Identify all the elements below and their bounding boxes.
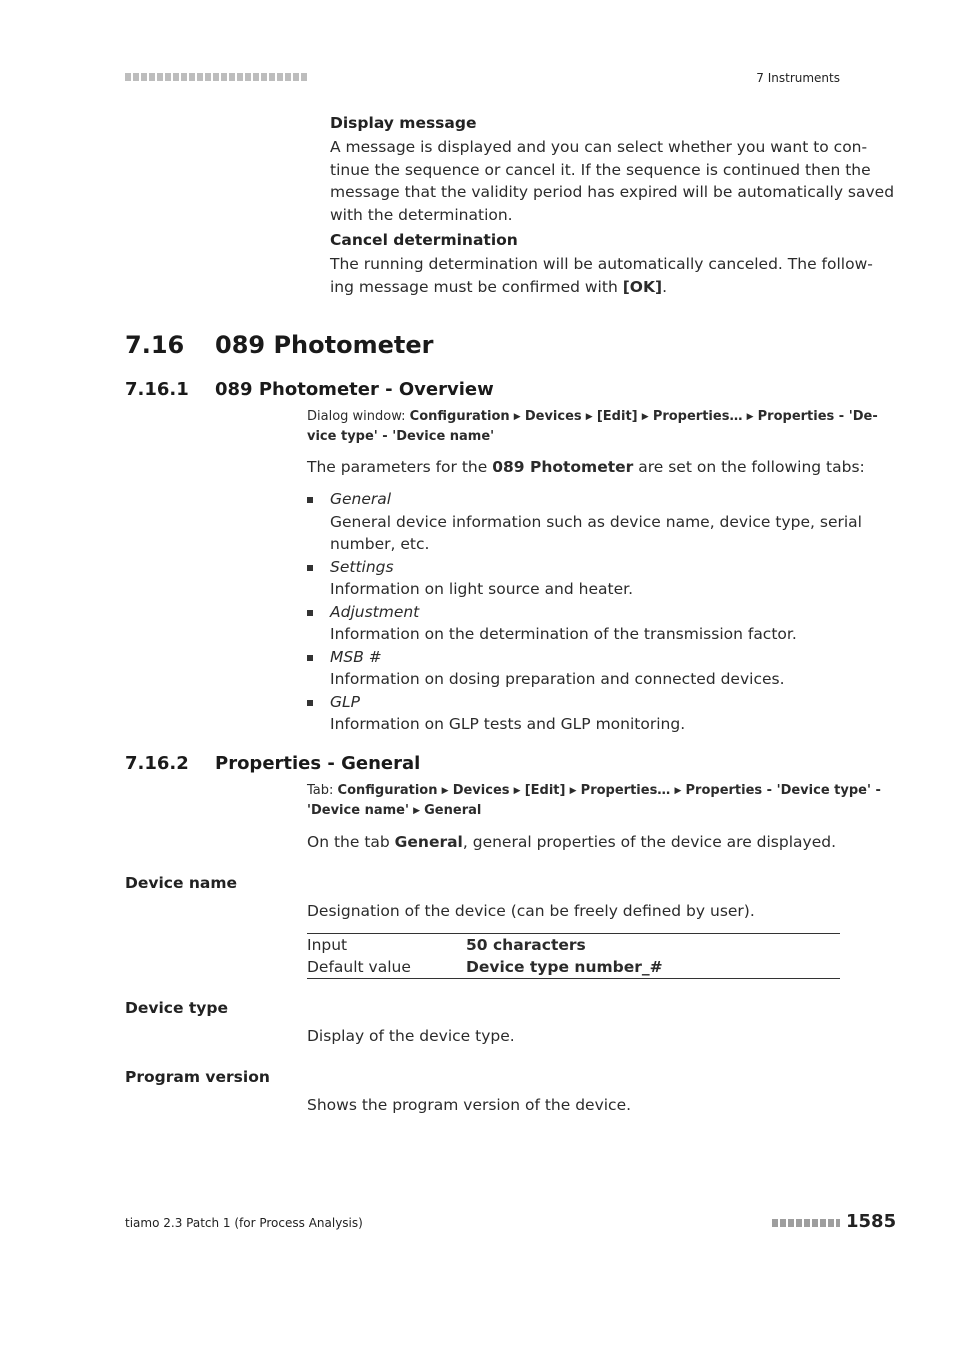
general-intro: On the tab General, general properties of the device are displayed. [307, 833, 836, 851]
list-item: General General device information such as device name, device type, serial number, etc. [307, 488, 862, 556]
list-item: MSB # Information on dosing preparation and connected devices. [307, 646, 862, 691]
param-label-device-name: Device name [125, 874, 238, 892]
chapter-header: 7 Instruments [756, 71, 840, 85]
section-heading-7-16-1: 7.16.1 089 Photometer - Overview [125, 379, 494, 400]
page-number: 1585 [846, 1211, 897, 1232]
footer-product: tiamo 2.3 Patch 1 (for Process Analysis) [125, 1216, 363, 1230]
ok-key: [OK] [622, 277, 663, 296]
dialog-path: Dialog window: Configuration ▶ Devices ▶ [Edit] ▶ Properties… ▶ Properties - 'De- vice type' - 'Device name' [307, 409, 878, 444]
list-item: GLP Information on GLP tests and GLP monitoring. [307, 691, 862, 736]
param-desc-program-version: Shows the program version of the device. [307, 1096, 632, 1114]
param-desc-device-type: Display of the device type. [307, 1027, 515, 1045]
overview-intro: The parameters for the 089 Photometer are set on the following tabs: [307, 458, 865, 476]
cancel-determination-text: The running determination will be automatically canceled. The follow- ing message must be confirmed with [OK]. [330, 255, 873, 296]
tab-path: Tab: Configuration ▶ Devices ▶ [Edit] ▶ Properties… ▶ Properties - 'Device type' - 'Device name' ▶ General [307, 783, 881, 818]
display-message-title: Display message [330, 114, 477, 132]
tabs-list [307, 488, 862, 736]
param-label-program-version: Program version [125, 1068, 270, 1086]
param-desc-device-name: Designation of the device (can be freely defined by user). [307, 902, 755, 920]
table-row: Default value Device type number_# [307, 956, 840, 979]
param-label-device-type: Device type [125, 999, 229, 1017]
cancel-determination-title: Cancel determination [330, 231, 518, 249]
display-message-text: A message is displayed and you can select whether you want to con- tinue the sequence or cancel it. If the sequence is continued then the message that the validity period has expired will be automatically saved with the determination. [330, 138, 895, 224]
list-item: Adjustment Information on the determination of the transmission factor. [307, 601, 862, 646]
footer-decoration [772, 1219, 840, 1227]
device-name-table [307, 933, 840, 979]
list-item: Settings Information on light source and heater. [307, 556, 862, 601]
header-decoration [125, 73, 307, 81]
table-row: Input 50 characters [307, 934, 840, 957]
section-heading-7-16-2: 7.16.2 Properties - General [125, 753, 421, 774]
section-heading-7-16: 7.16 089 Photometer [125, 331, 434, 359]
